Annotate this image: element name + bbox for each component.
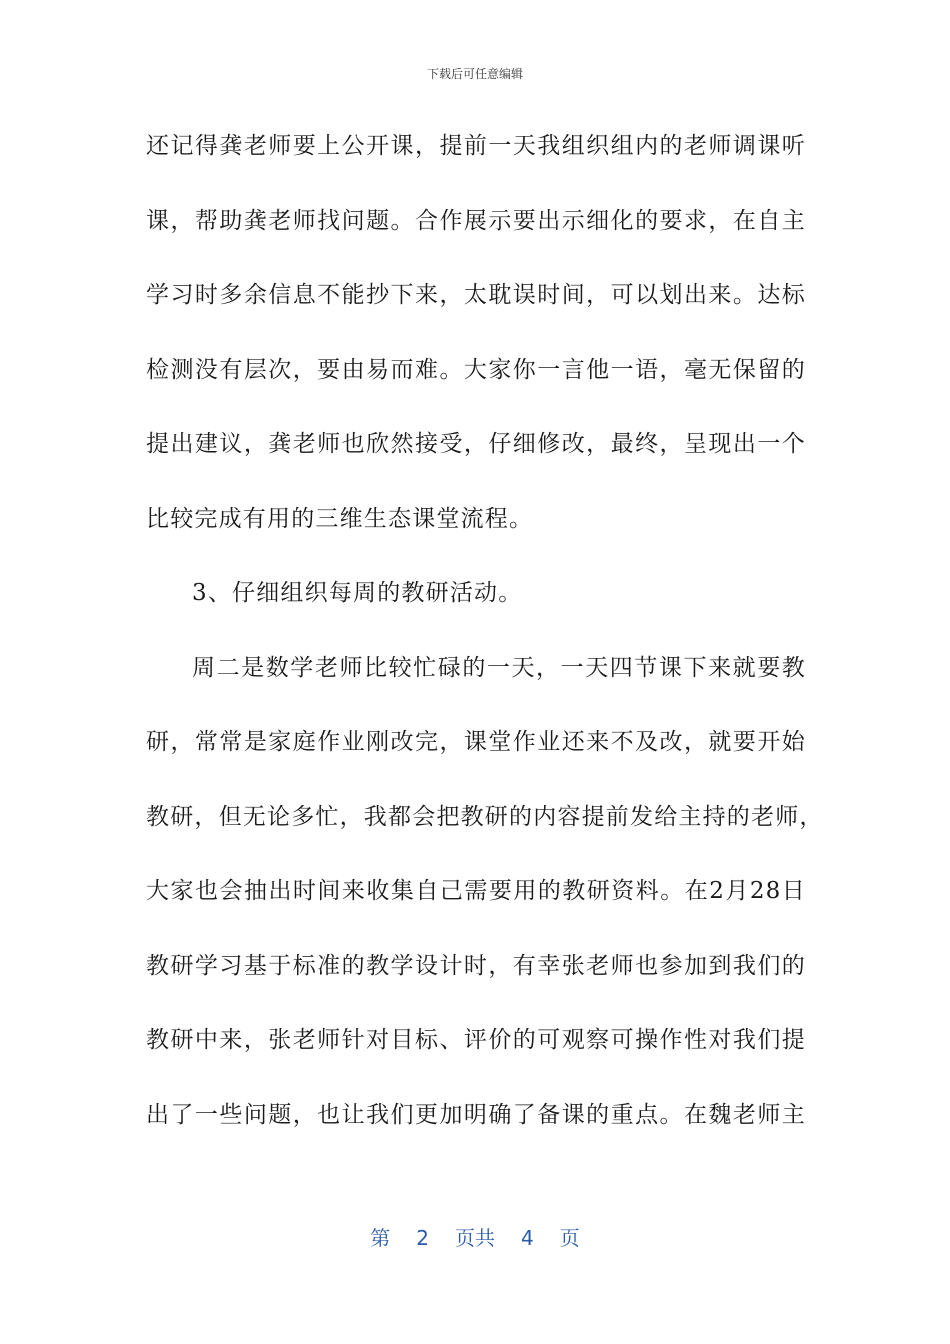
body-line: 学习时多余信息不能抄下来，太耽误时间，可以划出来。达标 xyxy=(146,282,806,308)
body-line: 教研学习基于标准的教学设计时，有幸张老师也参加到我们的 xyxy=(146,952,806,979)
body-line: 大家也会抽出时间来收集自己需要用的教研资料。在2月28日 xyxy=(146,878,806,904)
page-number-footer xyxy=(0,1224,950,1252)
page-total: 4 xyxy=(521,1226,534,1250)
body-line: 比较完成有用的三维生态课堂流程。 xyxy=(146,505,534,532)
document-body xyxy=(146,122,824,1165)
page-label-prefix: 第 xyxy=(370,1226,391,1250)
page-header: 下载后可任意编辑 xyxy=(426,67,523,81)
page-label-suffix: 页 xyxy=(559,1226,580,1250)
body-line: 教研，但无论多忙，我都会把教研的内容提前发给主持的老师， xyxy=(146,803,824,830)
body-line: 课，帮助龚老师找问题。合作展示要出示细化的要求，在自主 xyxy=(146,207,806,234)
body-line: 周二是数学老师比较忙碌的一天，一天四节课下来就要教 xyxy=(192,654,806,681)
body-line: 研，常常是家庭作业刚改完，课堂作业还来不及改，就要开始 xyxy=(146,729,806,755)
page-current: 2 xyxy=(416,1226,429,1250)
body-line: 出了一些问题，也让我们更加明确了备课的重点。在魏老师主 xyxy=(146,1101,806,1128)
body-line: 还记得龚老师要上公开课，提前一天我组织组内的老师调课听 xyxy=(146,133,806,159)
body-line: 检测没有层次，要由易而难。大家你一言他一语，毫无保留的 xyxy=(146,356,806,383)
section-heading: 3、仔细组织每周的教研活动。 xyxy=(192,580,523,606)
body-line: 教研中来，张老师针对目标、评价的可观察可操作性对我们提 xyxy=(146,1027,806,1053)
body-line: 提出建议，龚老师也欣然接受，仔细修改，最终，呈现出一个 xyxy=(146,431,806,457)
page-label-mid: 页共 xyxy=(455,1226,495,1250)
